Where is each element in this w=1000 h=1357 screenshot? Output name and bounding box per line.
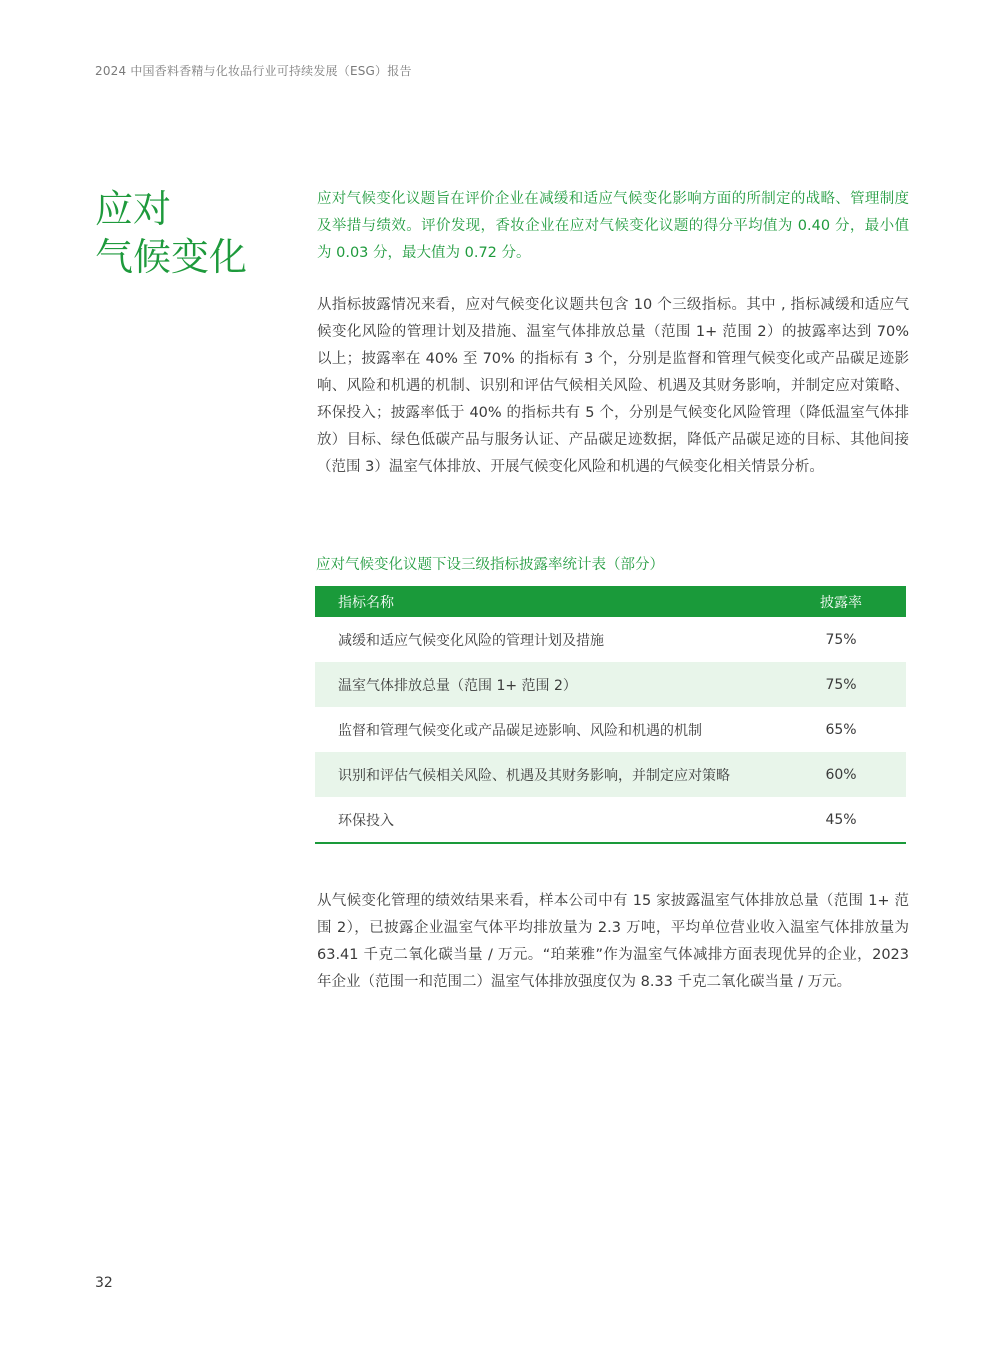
table-row bbox=[315, 797, 906, 843]
indicator-name: 识别和评估气候相关风险、机遇及其财务影响，并制定应对策略 bbox=[315, 752, 776, 797]
body-paragraph-performance: 从气候变化管理的绩效结果来看，样本公司中有 15 家披露温室气体排放总量（范围 1+ 范围 2），已披露企业温室气体平均排放量为 2.3 万吨，平均单位营业收入温室气体排放量为 63.41 千克二氧化碳当量 / 万元。“珀莱雅”作为温室气体减排方面表现优异的企业，2023 年企业（范围一和范围二）温室气体排放强度仅为 8.33 千克二氧化碳当量 / 万元。 bbox=[317, 893, 909, 990]
disclosure-rate-table bbox=[315, 586, 906, 844]
lead-paragraph: 应对气候变化议题旨在评价企业在减缓和适应气候变化影响方面的所制定的战略、管理制度及举措与绩效。评价发现，香妆企业在应对气候变化议题的得分平均值为 0.40 分，最小值为 0.03 分，最大值为 0.72 分。 bbox=[317, 191, 909, 261]
table-header-row bbox=[315, 586, 906, 617]
table-row bbox=[315, 617, 906, 662]
column-header-indicator: 指标名称 bbox=[315, 586, 776, 617]
table-caption: 应对气候变化议题下设三级指标披露率统计表（部分） bbox=[316, 557, 664, 573]
body-paragraph-disclosure: 从指标披露情况来看，应对气候变化议题共包含 10 个三级指标。其中 , 指标减缓和适应气候变化风险的管理计划及措施、温室气体排放总量（范围 1+ 范围 2）的披露率达到 70% 以上；披露率在 40% 至 70% 的指标有 3 个，分别是监督和管理气候变化或产品碳足迹影响、风险和机遇的机制、识别和评估气候相关风险、机遇及其财务影响，并制定应对策略、环保投入；披露率低于 40% 的指标共有 5 个，分别是气候变化风险管理（降低温室气体排放）目标、绿色低碳产品与服务认证、产品碳足迹数据，降低产品碳足迹的目标、其他间接（范围 3）温室气体排放、开展气候变化风险和机遇的气候变化相关情景分析。 bbox=[317, 297, 909, 475]
section-title-line-1: 应对 bbox=[95, 187, 172, 231]
disclosure-rate: 45% bbox=[776, 797, 906, 843]
disclosure-rate: 60% bbox=[776, 752, 906, 797]
disclosure-rate: 65% bbox=[825, 721, 857, 738]
table-row bbox=[315, 662, 906, 707]
indicator-name: 减缓和适应气候变化风险的管理计划及措施 bbox=[338, 632, 604, 649]
section-title-line-2: 气候变化 bbox=[95, 235, 248, 279]
table-row bbox=[315, 707, 906, 752]
page-number: 32 bbox=[95, 1275, 113, 1291]
column-header-rate: 披露率 bbox=[776, 586, 906, 617]
disclosure-rate: 75% bbox=[825, 631, 857, 648]
indicator-name: 温室气体排放总量（范围 1+ 范围 2） bbox=[315, 662, 776, 707]
section-title bbox=[95, 185, 247, 281]
indicator-name: 监督和管理气候变化或产品碳足迹影响、风险和机遇的机制 bbox=[338, 722, 702, 739]
table-row bbox=[315, 752, 906, 797]
running-header: 2024 中国香料香精与化妆品行业可持续发展（ESG）报告 bbox=[95, 64, 412, 78]
indicator-name: 环保投入 bbox=[315, 797, 776, 843]
disclosure-rate: 75% bbox=[776, 662, 906, 707]
